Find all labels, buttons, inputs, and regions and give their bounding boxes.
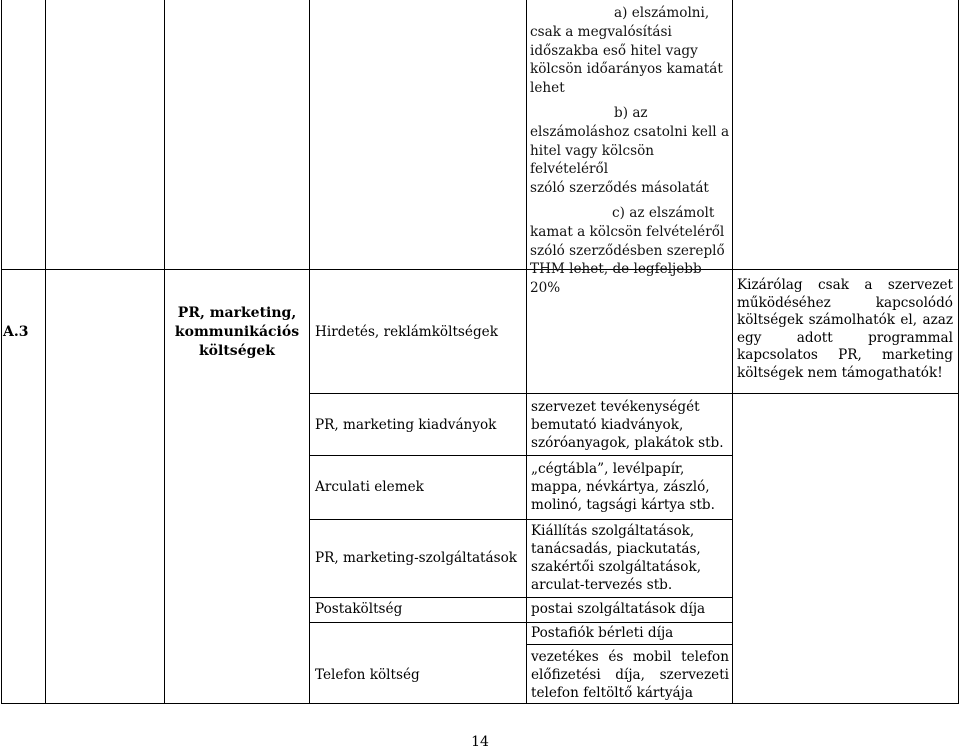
col-divider-4: [526, 0, 527, 704]
item-name-hirdetes: Hirdetés, reklámköltségek: [315, 324, 498, 340]
top-notes: [530, 4, 730, 304]
item-desc-postafiok: Postafiók bérleti díja: [531, 625, 674, 641]
table-border-right: [958, 0, 959, 704]
row-line-top: [1, 269, 959, 270]
row-code: A.3: [3, 324, 29, 340]
item-desc-posta: postai szolgáltatások díja: [531, 601, 706, 617]
col-divider-2: [164, 0, 165, 704]
row-line-6: [526, 644, 733, 645]
item-desc-kiadvanyok: szervezet tevékenységét bemutató kiadványok, szóróanyagok, plakátok stb.: [531, 399, 724, 451]
item-name-kiadvanyok: PR, marketing kiadványok: [315, 417, 497, 433]
note-c: c) az elszámolt kamat a kölcsön felvételéről szóló szerződésben szereplő THM lehet, de legfeljebb 20%: [530, 204, 725, 297]
item-desc-telefon: vezetékes és mobil telefon előfizetési díja, szervezeti telefon feltöltő kártyája: [531, 649, 729, 701]
note-b: b) az elszámoláshoz csatolni kell a hitel vagy kölcsön felvételéről szóló szerződés másolatát: [530, 104, 730, 197]
item-name-arculat: Arculati elemek: [315, 479, 424, 495]
row-note: Kizárólag csak a szervezet működéséhez kapcsolódó költségek számolhatók el, azaz egy adott programmal kapcsolatos PR, marketing költségek nem támogathatók!: [737, 277, 953, 381]
row-category: PR, marketing, kommunikációs költségek: [174, 305, 300, 359]
row-line-4: [309, 597, 733, 598]
row-line-a3-bottom: [309, 393, 733, 394]
col-divider-1: [45, 0, 46, 704]
item-desc-arculat: „cégtábla”, levélpapír, mappa, névkártya, zászló, molinó, tagsági kártya stb.: [531, 461, 715, 513]
note-a: a) elszámolni, csak a megvalósítási időszakba eső hitel vagy kölcsön időarányos kamatát lehet: [530, 5, 723, 97]
row-line-2: [309, 455, 733, 456]
row-line-5: [309, 622, 733, 623]
item-name-telefon: Telefon költség: [315, 667, 420, 683]
col-divider-5: [732, 0, 733, 704]
table-border-left: [1, 0, 2, 704]
item-name-szolgaltatasok: PR, marketing-szolgáltatások: [315, 550, 518, 566]
row-line-bottom: [1, 703, 959, 704]
row-line-3: [309, 519, 733, 520]
page-number: 14: [471, 734, 489, 750]
row-line-note-bottom: [732, 393, 959, 394]
item-desc-szolgaltatasok: Kiállítás szolgáltatások, tanácsadás, piackutatás, szakértői szolgáltatások, arculat-tervezés stb.: [531, 523, 702, 593]
col-divider-3: [309, 0, 310, 704]
item-name-posta: Postaköltség: [315, 601, 403, 617]
